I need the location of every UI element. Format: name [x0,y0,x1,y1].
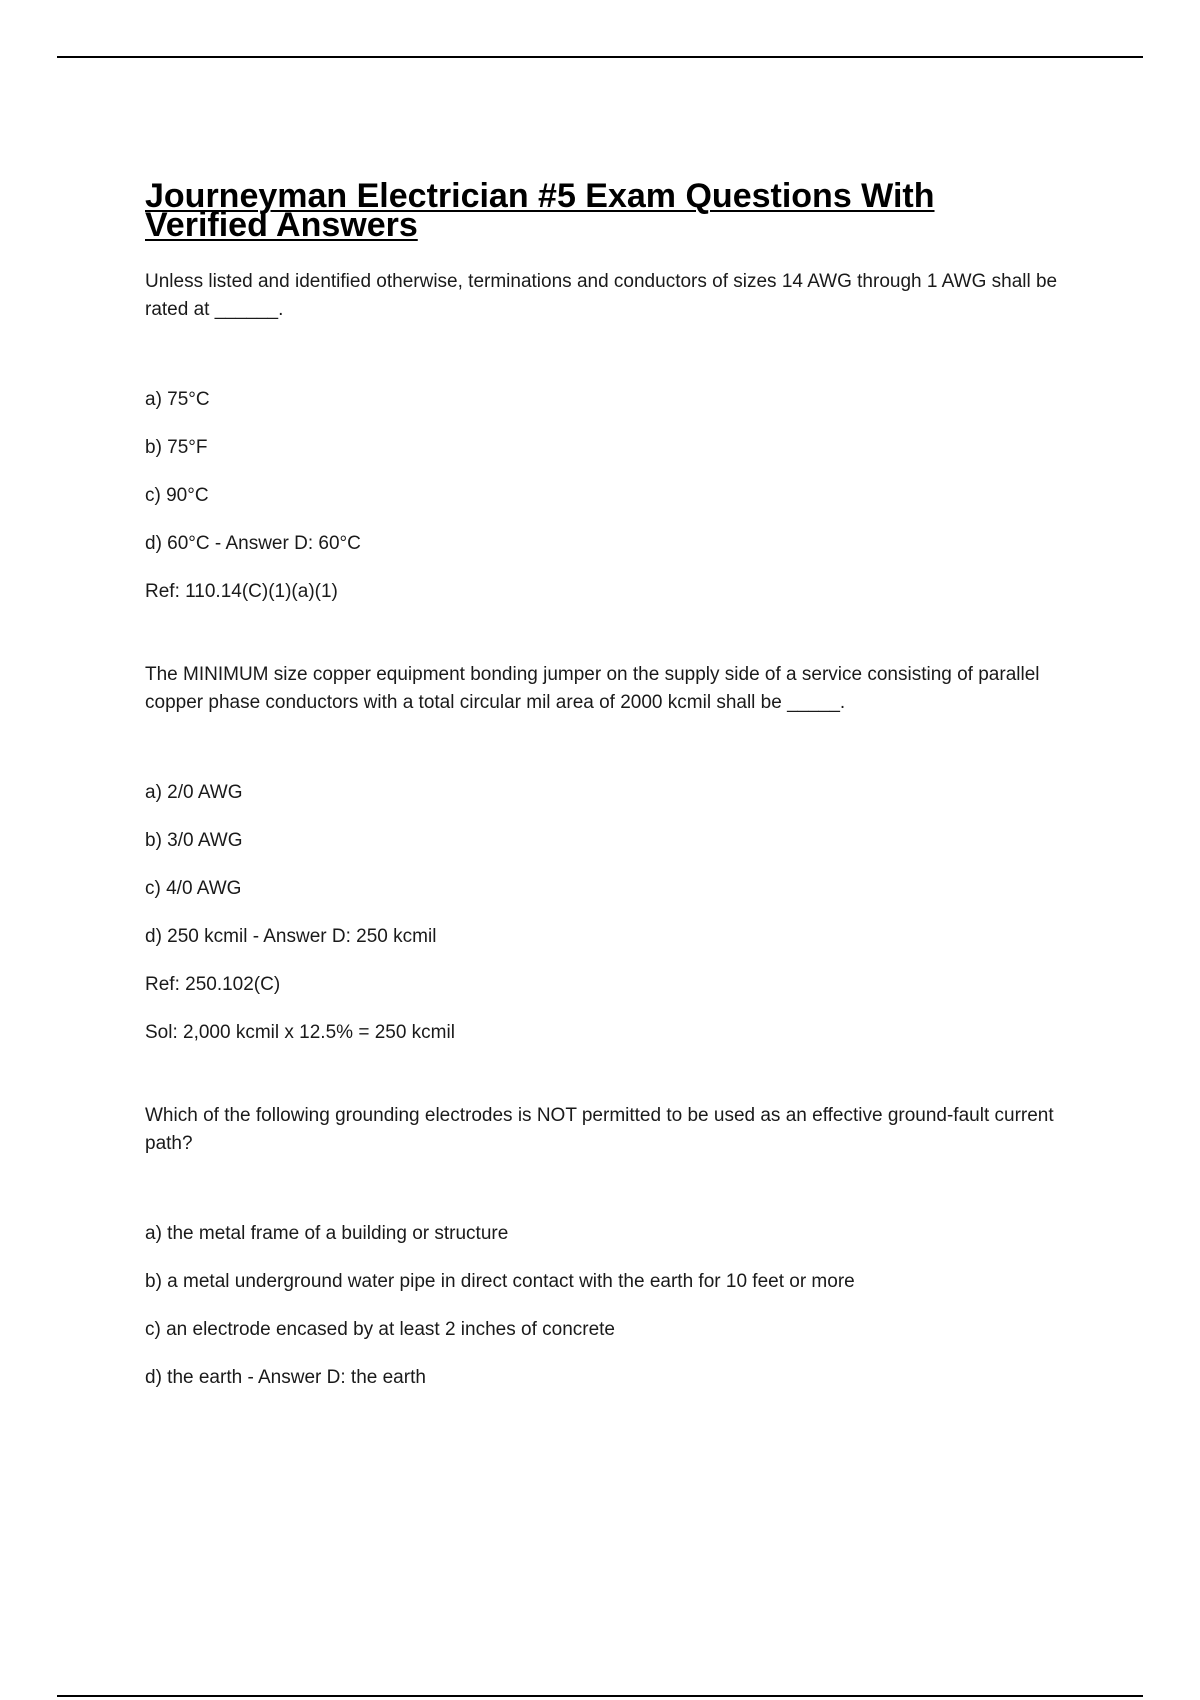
answer-option-a: a) 2/0 AWG [145,782,243,803]
reference-note: Ref: 250.102(C) [145,974,281,995]
question-text: Which of the following grounding electrodes is NOT permitted to be used as an effective ground-fault current path? [145,1105,1054,1154]
document-title: Journeyman Electrician #5 Exam Questions With Verified Answers [145,177,935,244]
document-body [145,268,1065,1447]
question-2 [145,661,1065,1047]
header-rule [57,56,1143,58]
answer-option-d: d) 250 kcmil - Answer D: 250 kcmil [145,926,437,947]
question-3 [145,1102,1065,1392]
answer-option-c: c) 4/0 AWG [145,878,242,899]
question-text: The MINIMUM size copper equipment bonding jumper on the supply side of a service consisting of parallel copper phase conductors with a total circular mil area of 2000 kcmil shall be _____. [145,664,1040,713]
answer-option-d: d) 60°C - Answer D: 60°C [145,533,361,554]
answer-option-d: d) the earth - Answer D: the earth [145,1367,426,1388]
answer-option-a: a) the metal frame of a building or structure [145,1223,509,1244]
reference-note: Ref: 110.14(C)(1)(a)(1) [145,581,338,602]
footer-rule [57,1695,1143,1697]
answer-option-a: a) 75°C [145,389,210,410]
answer-option-b: b) 75°F [145,437,208,458]
question-text: Unless listed and identified otherwise, terminations and conductors of sizes 14 AWG through 1 AWG shall be rated at ______. [145,271,1058,320]
answer-option-b: b) 3/0 AWG [145,830,243,851]
answer-option-b: b) a metal underground water pipe in direct contact with the earth for 10 feet or more [145,1271,855,1292]
question-1 [145,268,1065,606]
answer-option-c: c) an electrode encased by at least 2 inches of concrete [145,1319,615,1340]
answer-option-c: c) 90°C [145,485,209,506]
solution-note: Sol: 2,000 kcmil x 12.5% = 250 kcmil [145,1022,455,1043]
